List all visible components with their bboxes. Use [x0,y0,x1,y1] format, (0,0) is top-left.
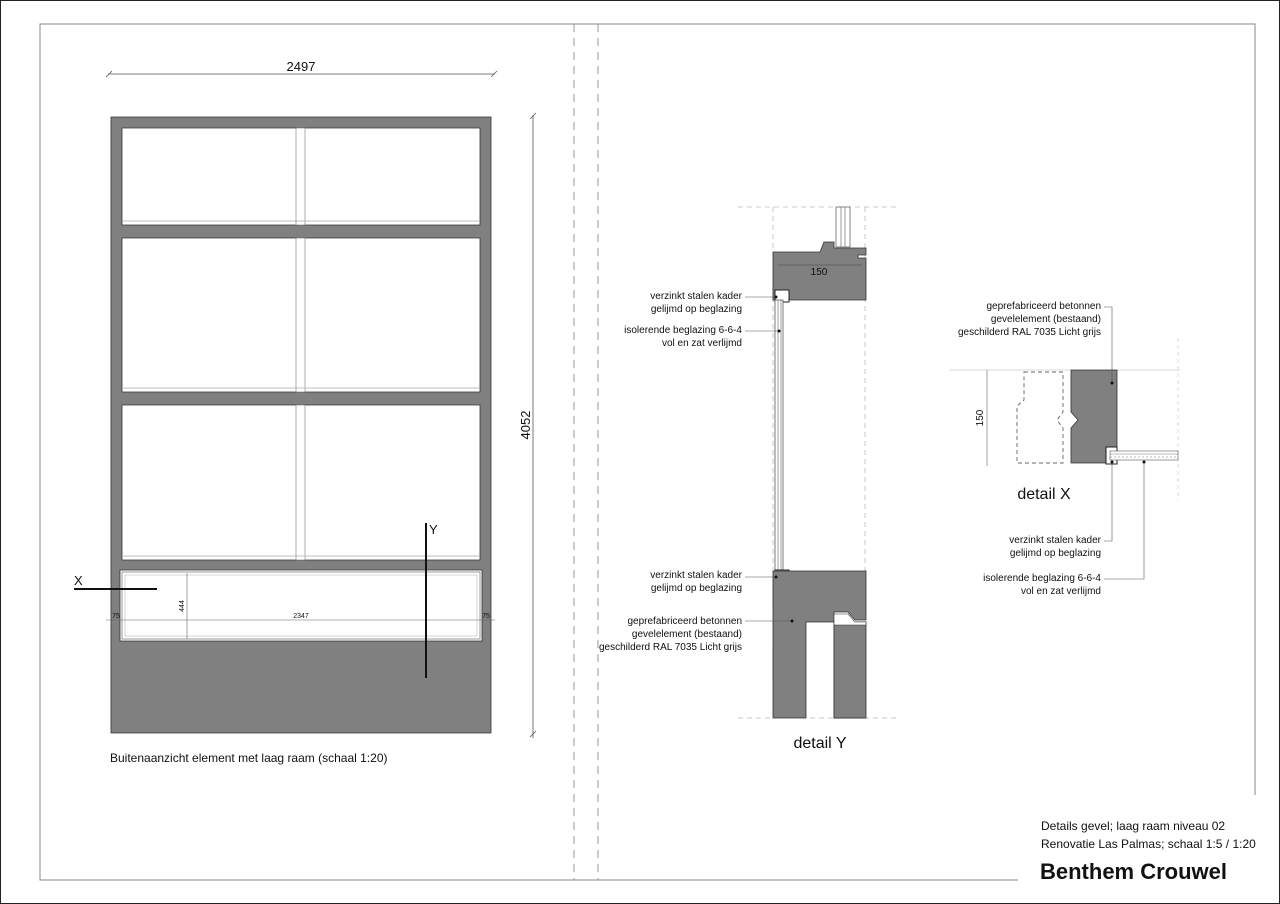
detail-x-annot-concrete-2: gevelelement (bestaand) [990,314,1101,325]
detail-x-annot-glazing-1: isolerende beglazing 6-6-4 [983,573,1101,584]
detail-x-dim-150: 150 [975,409,986,427]
detail-x [950,301,1180,597]
low-window-height-dim-text: 444 [179,600,186,612]
annot-concrete-3: geschilderd RAL 7035 Licht grijs [598,642,742,653]
detail-x-annot-glazing-2: vol en zat verlijmd [1020,586,1101,597]
drawing-title: Details gevel; laag raam niveau 02 [1041,819,1226,833]
annot-glazing-2: vol en zat verlijmd [661,338,742,349]
detail-x-glazing [1110,451,1178,460]
detail-y-caption: detail Y [793,735,847,752]
height-dimension-text: 4052 [518,410,533,440]
detail-y-dim-150: 150 [810,267,828,278]
leader-dot [778,330,781,333]
upper-window-profile [836,207,850,247]
annot-concrete-2: gevelelement (bestaand) [631,629,742,640]
leader-line [1104,462,1112,541]
title-block [1040,819,1256,884]
brand-logo: Benthem Crouwel [1040,859,1228,884]
detail-x-annot-concrete-1: geprefabriceerd betonnen [986,301,1101,312]
section-y-label: Y [429,522,438,537]
drawing-subtitle: Renovatie Las Palmas; schaal 1:5 / 1:20 [1041,837,1256,851]
detail-x-caption: detail X [1017,486,1071,503]
detail-x-annot-frame-2: gelijmd op beglazing [1009,548,1101,559]
side-dim-left-text: 75 [112,613,120,620]
annot-frame-bottom-1: verzinkt stalen kader [650,570,742,581]
leader-dot [775,576,778,579]
mullion [296,238,305,392]
leader-dot [791,620,794,623]
glazing-unit [775,300,783,578]
leader-line [1104,462,1144,579]
annot-frame-top-2: gelijmd op beglazing [650,304,742,315]
elevation-view [74,59,536,765]
section-x-label: X [74,573,83,588]
leader-dot [775,296,778,299]
detail-x-annot-frame-1: verzinkt stalen kader [1009,535,1101,546]
detail-x-annot-concrete-3: geschilderd RAL 7035 Licht grijs [957,327,1101,338]
detail-y [599,207,900,752]
mullion [296,128,305,225]
leader-dot [1111,382,1114,385]
annot-frame-top-1: verzinkt stalen kader [650,291,742,302]
annot-concrete-1: geprefabriceerd betonnen [627,616,742,627]
concrete-inner-leaf [834,622,866,718]
side-dim-right-text: 75 [482,613,490,620]
existing-profile-dashed [1017,372,1063,463]
width-dimension-text: 2497 [286,59,316,74]
mullion [296,405,305,560]
elevation-caption: Buitenaanzicht element met laag raam (schaal 1:20) [110,751,388,765]
annot-glazing-1: isolerende beglazing 6-6-4 [624,325,742,336]
annot-frame-bottom-2: gelijmd op beglazing [650,583,742,594]
leader-dot [1111,461,1114,464]
leader-dot [1143,461,1146,464]
low-window-width-dim-text: 2347 [293,613,309,620]
